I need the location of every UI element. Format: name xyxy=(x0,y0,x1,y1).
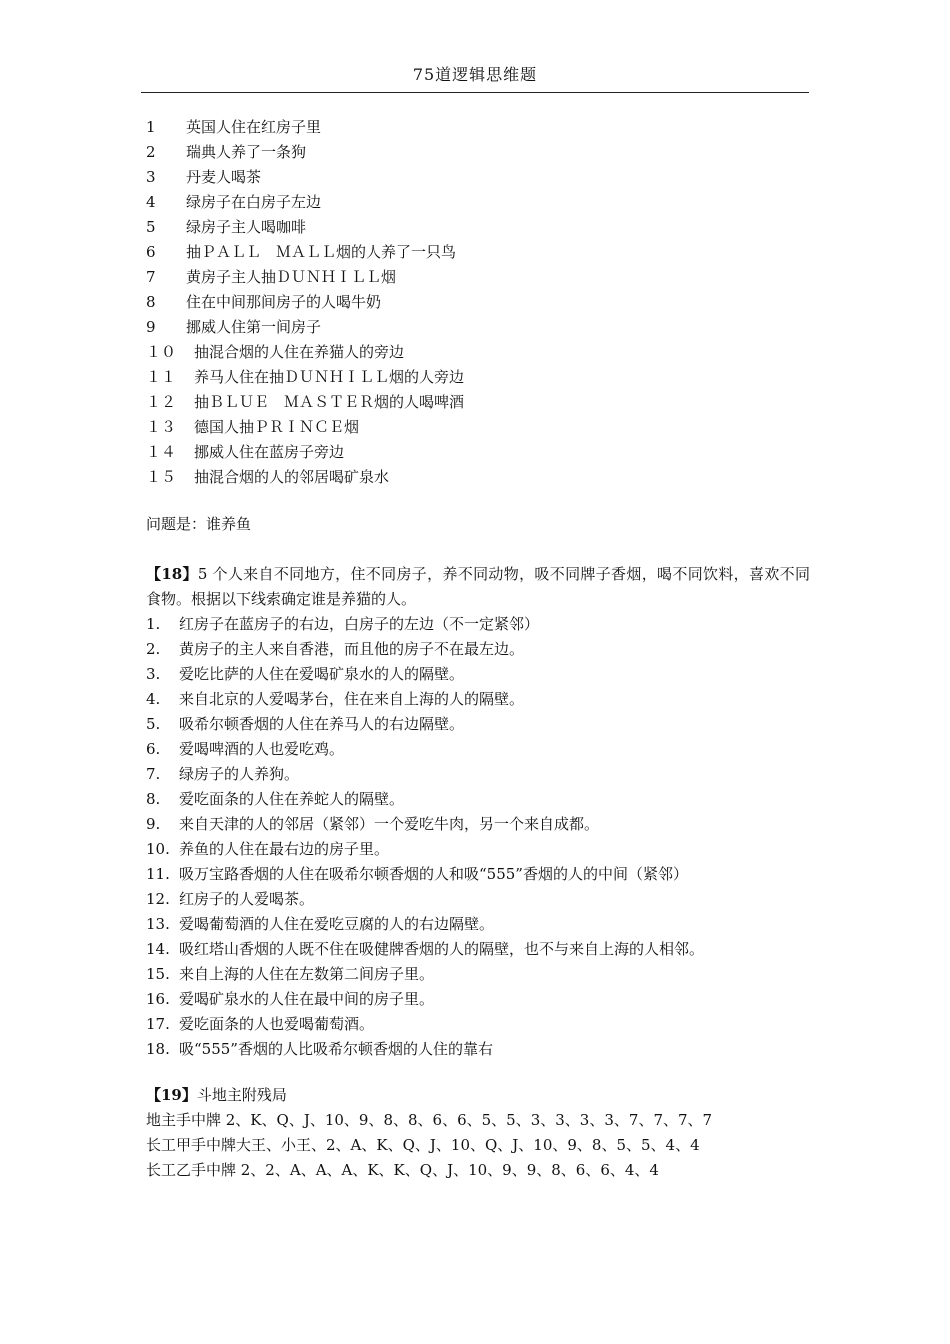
clue-text: 爱喝葡萄酒的人住在爱吃豆腐的人的右边隔壁。 xyxy=(179,915,495,933)
clue-number: 3. xyxy=(146,665,161,683)
clue-text: 爱喝啤酒的人也爱吃鸡。 xyxy=(179,740,345,758)
clue-number: 5 xyxy=(146,218,156,236)
clue-number: １１ xyxy=(146,368,177,386)
clue-text: 丹麦人喝茶 xyxy=(186,168,262,186)
list-item xyxy=(146,290,810,315)
clue-text: 来自北京的人爱喝茅台，住在来自上海的人的隔壁。 xyxy=(179,690,525,708)
page-header-title: 75道逻辑思维题 xyxy=(412,65,538,84)
list-item xyxy=(146,912,810,937)
clue-text: 黄房子主人抽ＤＵＮＨＩＬＬ烟 xyxy=(186,268,397,286)
puzzle-18 xyxy=(146,562,810,1062)
clue-text: 养鱼的人住在最右边的房子里。 xyxy=(179,840,390,858)
clue-text: 吸红塔山香烟的人既不住在吸健牌香烟的人的隔壁，也不与来自上海的人相邻。 xyxy=(179,940,705,958)
clue-number: １３ xyxy=(146,418,177,436)
clue-number: 7 xyxy=(146,268,156,286)
clue-number: 9 xyxy=(146,318,156,336)
header-divider xyxy=(141,92,809,93)
clue-text: 吸希尔顿香烟的人住在养马人的右边隔壁。 xyxy=(179,715,465,733)
list-item xyxy=(146,712,810,737)
clue-text: 爱吃比萨的人住在爱喝矿泉水的人的隔壁。 xyxy=(179,665,465,683)
list-item: 地主手中牌 2、K、Q、J、10、9、8、8、6、6、5、5、3、3、3、3、7、7、7、7 xyxy=(146,1111,713,1129)
list-item xyxy=(146,987,810,1012)
clue-text: 养马人住在抽ＤＵＮＨＩＬＬ烟的人旁边 xyxy=(194,368,465,386)
list-item xyxy=(146,465,810,490)
clue-text: 抽混合烟的人住在养猫人的旁边 xyxy=(194,343,405,361)
puzzle-19 xyxy=(146,1083,810,1183)
list-item xyxy=(146,937,810,962)
clue-number: 12. xyxy=(146,890,170,908)
clue-text: 爱吃面条的人住在养蛇人的隔壁。 xyxy=(179,790,405,808)
list-item xyxy=(146,315,810,340)
list-item xyxy=(146,365,810,390)
clue-number: 1. xyxy=(146,615,161,633)
list-item xyxy=(146,415,810,440)
clue-text: 挪威人住在蓝房子旁边 xyxy=(194,443,345,461)
list-item xyxy=(146,240,810,265)
list-item xyxy=(146,165,810,190)
list-item xyxy=(146,837,810,862)
clue-text: 红房子在蓝房子的右边，白房子的左边（不一定紧邻） xyxy=(179,615,540,633)
list-item xyxy=(146,1012,810,1037)
clue-number: 4. xyxy=(146,690,161,708)
list-item: 长工甲手中牌大王、小王、2、A、K、Q、J、10、Q、J、10、9、8、5、5、4、4 xyxy=(146,1136,700,1154)
list-item xyxy=(146,662,810,687)
list-item xyxy=(146,962,810,987)
list-item xyxy=(146,812,810,837)
puzzle-17-clue-list xyxy=(146,115,810,490)
list-item xyxy=(146,762,810,787)
clue-text: 绿房子主人喝咖啡 xyxy=(186,218,307,236)
list-item xyxy=(146,862,810,887)
list-item xyxy=(146,265,810,290)
list-item xyxy=(146,787,810,812)
clue-number: 10. xyxy=(146,840,170,858)
clue-number: 11. xyxy=(146,865,170,883)
clue-number: 14. xyxy=(146,940,170,958)
clue-number: 5. xyxy=(146,715,161,733)
clue-text: 吸“555”香烟的人比吸希尔顿香烟的人住的靠右 xyxy=(179,1040,493,1058)
clue-number: １０ xyxy=(146,343,177,361)
puzzle-18-intro xyxy=(146,562,810,612)
clue-text: 爱吃面条的人也爱喝葡萄酒。 xyxy=(179,1015,375,1033)
puzzle-19-tag: 【19】 xyxy=(146,1086,197,1104)
clue-text: 抽混合烟的人的邻居喝矿泉水 xyxy=(194,468,390,486)
clue-number: １２ xyxy=(146,393,177,411)
clue-text: 英国人住在红房子里 xyxy=(186,118,322,136)
list-item xyxy=(146,887,810,912)
clue-number: 8. xyxy=(146,790,161,808)
clue-text: 来自天津的人的邻居（紧邻）一个爱吃牛肉，另一个来自成都。 xyxy=(179,815,600,833)
clue-number: 18. xyxy=(146,1040,170,1058)
puzzle-18-intro-text: 5 个人来自不同地方，住不同房子，养不同动物，吸不同牌子香烟，喝不同饮料，喜欢不同食物。根据以下线索确定谁是养猫的人。 xyxy=(146,565,811,608)
clue-number: 1 xyxy=(146,118,156,136)
clue-text: 抽ＰＡＬＬ ＭＡＬＬ烟的人养了一只鸟 xyxy=(186,243,457,261)
list-item: 长工乙手中牌 2、2、A、A、A、K、K、Q、J、10、9、9、8、6、6、4、4 xyxy=(146,1161,659,1179)
list-item xyxy=(146,440,810,465)
list-item xyxy=(146,390,810,415)
clue-text: 德国人抽ＰＲＩＮＣＥ烟 xyxy=(194,418,360,436)
clue-number: 7. xyxy=(146,765,161,783)
clue-text: 挪威人住第一间房子 xyxy=(186,318,322,336)
clue-text: 爱喝矿泉水的人住在最中间的房子里。 xyxy=(179,990,435,1008)
list-item xyxy=(146,1037,810,1062)
clue-number: 2. xyxy=(146,640,161,658)
puzzle-18-tag: 【18】 xyxy=(146,565,198,583)
list-item xyxy=(146,687,810,712)
clue-text: 抽ＢＬＵＥ ＭＡＳＴＥＲ烟的人喝啤酒 xyxy=(194,393,465,411)
clue-number: 8 xyxy=(146,293,156,311)
list-item xyxy=(146,340,810,365)
list-item xyxy=(146,612,810,637)
clue-text: 绿房子在白房子左边 xyxy=(186,193,322,211)
list-item xyxy=(146,140,810,165)
clue-text: 黄房子的主人来自香港，而且他的房子不在最左边。 xyxy=(179,640,525,658)
clue-number: 16. xyxy=(146,990,170,1008)
clue-number: 15. xyxy=(146,965,170,983)
clue-number: 13. xyxy=(146,915,170,933)
clue-number: 6. xyxy=(146,740,161,758)
clue-text: 住在中间那间房子的人喝牛奶 xyxy=(186,293,382,311)
list-item xyxy=(146,737,810,762)
clue-text: 绿房子的人养狗。 xyxy=(179,765,300,783)
clue-number: １５ xyxy=(146,468,177,486)
clue-text: 红房子的人爱喝茶。 xyxy=(179,890,315,908)
clue-number: １４ xyxy=(146,443,177,461)
list-item xyxy=(146,190,810,215)
clue-number: 17. xyxy=(146,1015,170,1033)
clue-number: 2 xyxy=(146,143,156,161)
puzzle-17-question xyxy=(146,512,810,537)
list-item xyxy=(146,115,810,140)
list-item xyxy=(146,215,810,240)
puzzle-19-heading xyxy=(146,1083,810,1108)
clue-text: 吸万宝路香烟的人住在吸希尔顿香烟的人和吸“555”香烟的人的中间（紧邻） xyxy=(179,865,688,883)
clue-number: 4 xyxy=(146,193,156,211)
clue-number: 9. xyxy=(146,815,161,833)
question-text: 问题是：谁养鱼 xyxy=(146,515,252,533)
clue-number: 6 xyxy=(146,243,156,261)
puzzle-19-title: 斗地主附残局 xyxy=(196,1086,287,1104)
clue-text: 瑞典人养了一条狗 xyxy=(186,143,307,161)
clue-number: 3 xyxy=(146,168,156,186)
list-item xyxy=(146,637,810,662)
clue-text: 来自上海的人住在左数第二间房子里。 xyxy=(179,965,435,983)
